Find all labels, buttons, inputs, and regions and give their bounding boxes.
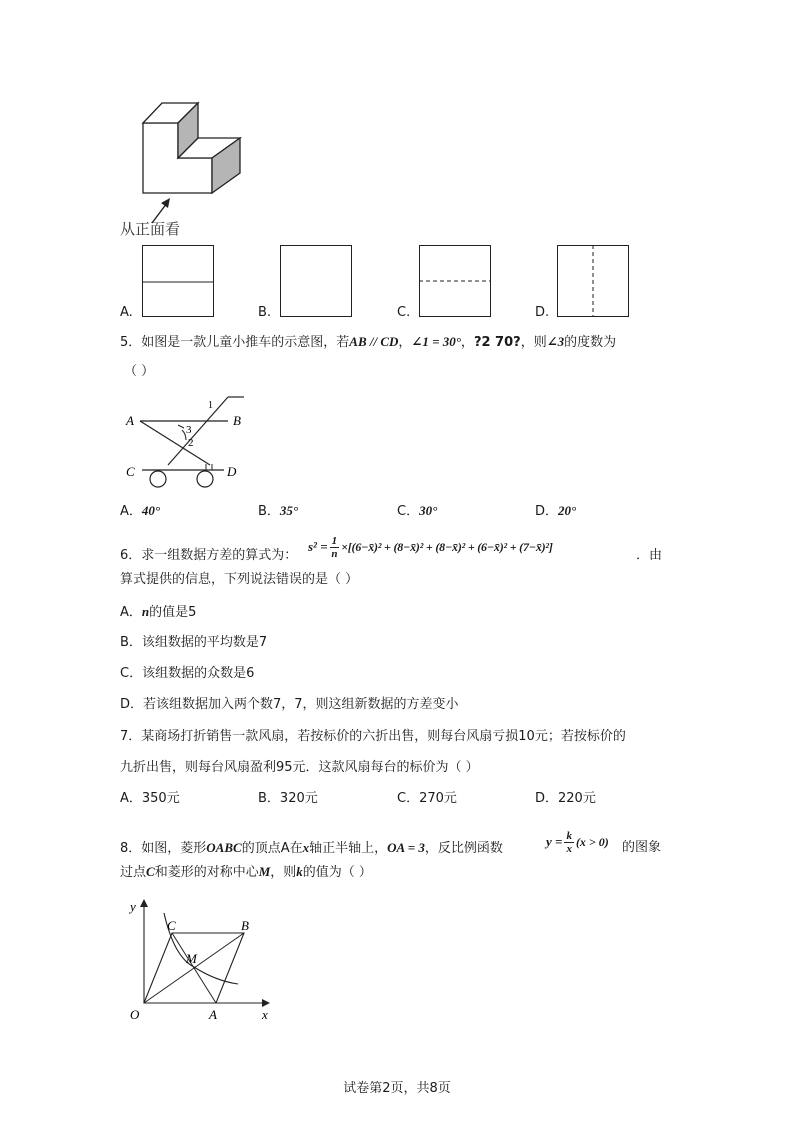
q6-option-a-letter: A． — [120, 605, 142, 620]
q7-line1: 7．某商场打折销售一款风扇，若按标价的六折出售，则每台风扇亏损10元；若按标价的 — [120, 729, 626, 744]
option-a-view — [142, 245, 214, 317]
q5-option-b-value: 35° — [279, 503, 299, 518]
fig5-label-b: B — [233, 413, 241, 428]
q8-p1: 8．如图，菱形 — [120, 841, 207, 856]
q8-p5: 的图象 — [622, 840, 662, 855]
q5-answer-paren: （ ） — [124, 364, 155, 379]
view-direction-label: 从正面看 — [120, 220, 181, 238]
fig8-label-o: O — [130, 1007, 140, 1022]
q5-option-b — [258, 500, 298, 519]
q6-formula — [308, 530, 553, 564]
q5-option-c-value: 30° — [419, 503, 438, 518]
q5-ab-cd: AB // CD — [349, 334, 399, 349]
solid-figure — [130, 95, 260, 235]
q8-func-num: k — [566, 829, 572, 842]
q5-option-b-letter: B． — [258, 504, 280, 519]
q6-option-a-text: 的值是5 — [149, 605, 197, 620]
q8-kvar: k — [296, 864, 303, 879]
q8-func-den: x — [566, 842, 572, 855]
rhombus-figure — [120, 895, 280, 1025]
fig5-label-2: 2 — [188, 437, 194, 449]
q4-option-b-letter: B. — [258, 305, 272, 320]
q8-mvar: M — [258, 864, 271, 879]
q5-option-d-letter: D． — [535, 504, 559, 519]
q5-prefix: 5．如图是一款儿童小推车的示意图，若 — [120, 335, 350, 350]
q5-option-a-letter: A． — [120, 504, 142, 519]
q5-option-d — [535, 500, 576, 519]
q8-cvar: C — [146, 864, 155, 879]
fig8-label-b: B — [241, 918, 249, 933]
page-footer: 试卷第2页，共8页 — [343, 1081, 451, 1096]
q8-l2c: ，则 — [270, 865, 297, 880]
q8-func-fraction — [564, 830, 574, 855]
option-c-view — [419, 245, 491, 317]
q5-angle1: ∠1 = 30° — [411, 334, 461, 349]
q8-function — [546, 822, 609, 862]
q5-angle3: ∠3 — [546, 334, 565, 349]
q8-line2 — [120, 864, 372, 881]
q6-suffix: ．由 — [636, 548, 663, 563]
q8-line1-part1 — [120, 840, 503, 857]
q6-frac-num: 1 — [331, 534, 338, 547]
q8-l2b: 和菱形的对称中心 — [154, 865, 259, 880]
q6-option-a-var: n — [141, 604, 150, 619]
q6-formula-body: ×[(6−x̄)² + (8−x̄)² + (8−x̄)² + (6−x̄)² + (7−x̄)²] — [341, 539, 553, 554]
q7-option-d: D．220元 — [535, 791, 596, 806]
stroller-figure — [120, 392, 250, 492]
q7-option-a: A．350元 — [120, 791, 180, 806]
q8-func-y: y = — [546, 834, 563, 849]
q8-p4: ，反比例函数 — [424, 841, 503, 856]
fig5-label-1: 1 — [208, 400, 213, 411]
fig5-label-d: D — [227, 464, 237, 479]
q5-angle2: ?2 70? — [473, 335, 521, 350]
fig8-label-y: y — [130, 899, 136, 914]
q8-l2d: 的值为（ ） — [302, 865, 372, 880]
q8-p2: 的顶点A在 — [241, 841, 303, 856]
q6-option-b: B．该组数据的平均数是7 — [120, 635, 268, 650]
fig5-label-3: 3 — [186, 424, 192, 436]
q6-formula-lhs: s² = — [308, 539, 328, 554]
q7-option-b: B．320元 — [258, 791, 318, 806]
q6-line2: 算式提供的信息，下列说法错误的是（ ） — [120, 572, 359, 587]
q6-prefix: 6．求一组数据方差的算式为： — [120, 548, 298, 563]
fig8-label-c: C — [167, 918, 176, 933]
fig8-label-x: x — [262, 1007, 268, 1022]
q8-p3: 轴正半轴上， — [309, 841, 388, 856]
q7-option-c: C．270元 — [397, 791, 457, 806]
q5-suffix-a: ，则 — [520, 335, 547, 350]
q5-option-a — [120, 500, 160, 519]
option-d-view — [557, 245, 629, 317]
q5-option-c-letter: C． — [397, 504, 420, 519]
q5-option-c — [397, 500, 437, 519]
fig5-label-c: C — [126, 464, 135, 479]
q5-sep2: ， — [460, 335, 474, 350]
q6-option-d: D．若该组数据加入两个数7，7，则这组新数据的方差变小 — [120, 697, 459, 712]
q5-option-d-value: 20° — [558, 503, 577, 518]
q8-l2a: 过点 — [120, 865, 147, 880]
q6-option-a — [120, 604, 196, 621]
q7-line2: 九折出售，则每台风扇盈利95元．这款风扇每台的标价为（ ） — [120, 760, 479, 775]
q5-suffix-b: 的度数为 — [564, 335, 617, 350]
q4-option-d-letter: D. — [535, 305, 550, 320]
fig8-label-m: M — [186, 951, 197, 966]
option-b-view — [280, 245, 352, 317]
q4-option-c-letter: C. — [397, 305, 411, 320]
q6-fraction — [330, 535, 340, 560]
q4-option-a-letter: A. — [120, 305, 133, 320]
q8-oabc: OABC — [206, 840, 242, 855]
q8-oa: OA = 3 — [387, 840, 425, 855]
fig8-label-a: A — [209, 1007, 217, 1022]
q6-option-c: C．该组数据的众数是6 — [120, 666, 255, 681]
q8-func-cond: (x > 0) — [575, 834, 609, 849]
q5-option-a-value: 40° — [141, 503, 161, 518]
q5-stem — [120, 334, 616, 351]
fig5-label-a: A — [126, 413, 134, 428]
q5-sep1: ， — [398, 335, 412, 350]
q8-xvar: x — [302, 840, 310, 855]
q6-frac-den: n — [331, 547, 338, 560]
